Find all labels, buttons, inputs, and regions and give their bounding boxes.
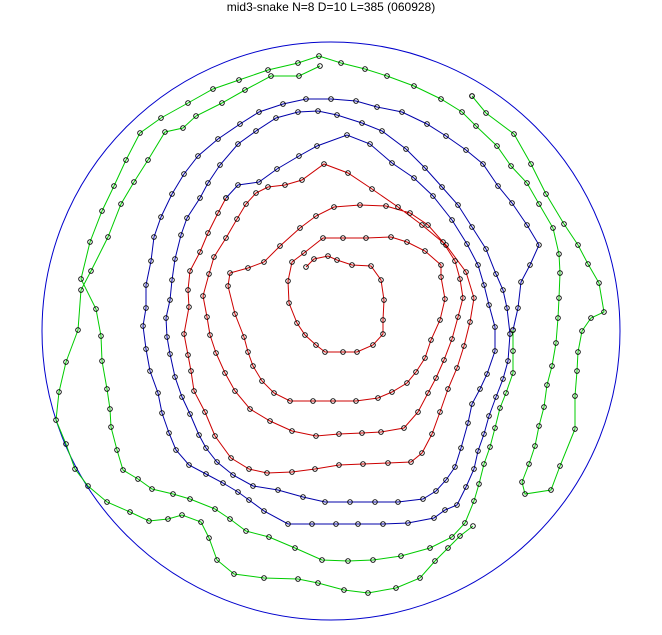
curves-layer: [56, 56, 604, 593]
diagram-title: mid3-snake N=8 D=10 L=385 (060928): [226, 0, 436, 14]
curve-green: [81, 56, 604, 561]
curve-blue: [143, 99, 539, 524]
curve-red: [184, 164, 474, 473]
boundary-circle: [42, 42, 620, 620]
curve-green_left_extra: [56, 66, 473, 593]
points-layer: [54, 54, 607, 596]
